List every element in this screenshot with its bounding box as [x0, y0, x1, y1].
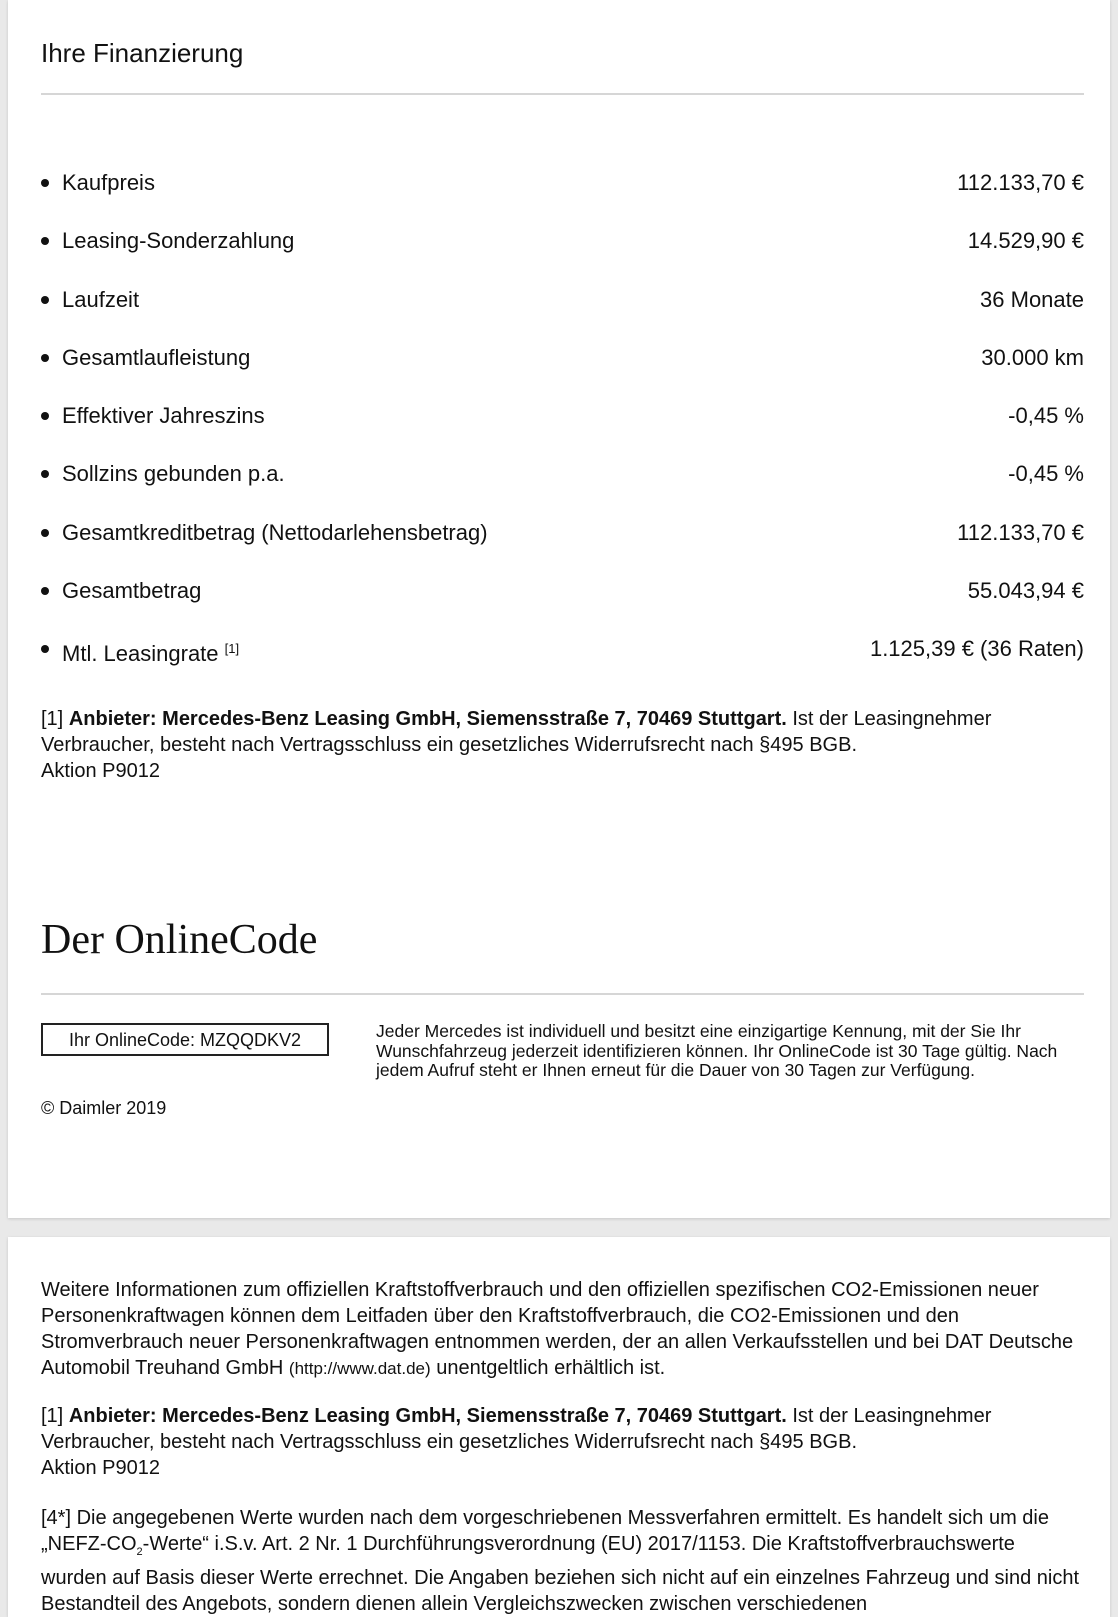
- footnote-provider: Anbieter: Mercedes-Benz Leasing GmbH, Siemensstraße 7, 70469 Stuttgart.: [68, 708, 787, 730]
- footnote4-text-b: -Werte“ i.S.v. Art. 2 Nr. 1 Durchführungsverordnung (EU) 2017/1153. Die Kraftstoffverbrauchswerte wurden auf Basis dieser Werte errechnet. Die Angaben beziehen sich nicht auf ein einzelnes Fahrzeug und sind nicht Bestandteil des Angebots, sondern dienen allein Vergleichszwecken zwischen verschiedenen: [41, 1533, 1080, 1615]
- row-label: Leasing-Sonderzahlung: [62, 228, 295, 254]
- row-label: Kaufpreis: [62, 170, 155, 195]
- legal-info-tail: unentgeltlich erhältlich ist.: [436, 1357, 666, 1379]
- online-code-title: Der OnlineCode: [41, 917, 318, 963]
- footnote-ref: [1]: [41, 708, 64, 730]
- row-label: Effektiver Jahreszins: [62, 403, 265, 429]
- bullet-icon: [41, 529, 49, 537]
- footnote-provider: Anbieter: Mercedes-Benz Leasing GmbH, Siemensstraße 7, 70469 Stuttgart.: [68, 1405, 787, 1427]
- legal-info-text: Weitere Informationen zum offiziellen Kraftstoffverbrauch und den offiziellen spezifischen CO2-Emissionen neuer Personenkraftwagen können dem Leitfaden über den Kraftstoffverbrauch, die CO2-Emissionen und den Stromverbrauch neuer Personenkraftwagen entnommen werden, der an allen Verkaufsstellen und bei DAT Deutsche Automobil Treuhand GmbH: [41, 1279, 1074, 1379]
- footnote4-text-a: [4*] Die angegebenen Werte wurden nach dem vorgeschriebenen Messverfahren ermittelt. Es handelt sich um die „NEFZ-CO: [41, 1507, 1049, 1555]
- financing-row: [41, 562, 1084, 620]
- row-value: 14.529,90 €: [967, 228, 1084, 254]
- row-label: Gesamtbetrag: [62, 578, 202, 604]
- bullet-icon: [41, 587, 49, 595]
- financing-row: [41, 504, 1084, 562]
- legal-footnote-4: [41, 1505, 1084, 1617]
- footnote-action: Aktion P9012: [41, 1457, 160, 1479]
- financing-footnote: [41, 706, 1084, 784]
- legal-info: [41, 1277, 1084, 1382]
- financing-row: [41, 212, 1084, 270]
- financing-list: [41, 154, 1084, 679]
- online-code-box[interactable]: Ihr OnlineCode: MZQQDKV2: [41, 1023, 329, 1056]
- bullet-icon: [41, 645, 49, 653]
- dat-link[interactable]: (http://www.dat.de): [288, 1359, 431, 1378]
- financing-title: Ihre Finanzierung: [41, 38, 244, 68]
- financing-row: [41, 329, 1084, 387]
- bullet-icon: [41, 296, 49, 304]
- footnote4-sub: 2: [136, 1546, 143, 1558]
- row-label-text: Mtl. Leasingrate: [62, 641, 219, 667]
- row-value: -0,45 %: [1008, 461, 1084, 487]
- row-value: 1.125,39 € (36 Raten): [869, 636, 1084, 662]
- financing-row: [41, 620, 1084, 678]
- copyright: © Daimler 2019: [41, 1098, 167, 1118]
- row-value: -0,45 %: [1008, 403, 1084, 429]
- financing-row: [41, 271, 1084, 329]
- row-label: Gesamtlaufleistung: [62, 344, 251, 370]
- row-value: 112.133,70 €: [957, 170, 1084, 195]
- row-label: [62, 620, 239, 683]
- bullet-icon: [41, 412, 49, 420]
- footnote-text: Ist der Leasingnehmer Verbraucher, besteht nach Vertragsschluss ein gesetzliches Widerrufsrecht nach §495 BGB.: [41, 1405, 992, 1453]
- divider: [41, 993, 1084, 995]
- footnote-action: Aktion P9012: [41, 760, 160, 782]
- row-value: 30.000 km: [981, 344, 1084, 370]
- row-value: 55.043,94 €: [967, 578, 1084, 604]
- row-value: 36 Monate: [980, 286, 1084, 312]
- row-value: 112.133,70 €: [957, 519, 1084, 545]
- row-label: Sollzins gebunden p.a.: [62, 461, 285, 487]
- financing-row: [41, 445, 1084, 503]
- footnote-ref: [1]: [41, 1405, 64, 1427]
- financing-card: [8, 0, 1110, 1218]
- divider: [41, 93, 1084, 95]
- bullet-icon: [41, 470, 49, 478]
- bullet-icon: [41, 179, 49, 187]
- legal-card: [8, 1237, 1110, 1617]
- row-label: Laufzeit: [62, 286, 140, 312]
- financing-row: [41, 154, 1084, 212]
- bullet-icon: [41, 237, 49, 245]
- online-code-description: Jeder Mercedes ist individuell und besitzt eine einzigartige Kennung, mit der Sie Ihr Wunschfahrzeug jederzeit identifizieren können. Ihr OnlineCode ist 30 Tage gültig. Nach jedem Aufruf steht er Ihnen erneut für die Dauer von 30 Tagen zur Verfügung.: [376, 1021, 1058, 1080]
- legal-footnote-1: [41, 1403, 1084, 1481]
- footnote-text: Ist der Leasingnehmer Verbraucher, besteht nach Vertragsschluss ein gesetzliches Widerrufsrecht nach §495 BGB.: [41, 708, 992, 756]
- financing-row: [41, 387, 1084, 445]
- bullet-icon: [41, 354, 49, 362]
- row-label: Gesamtkreditbetrag (Nettodarlehensbetrag): [62, 519, 488, 545]
- footnote-ref-link[interactable]: [1]: [224, 641, 240, 657]
